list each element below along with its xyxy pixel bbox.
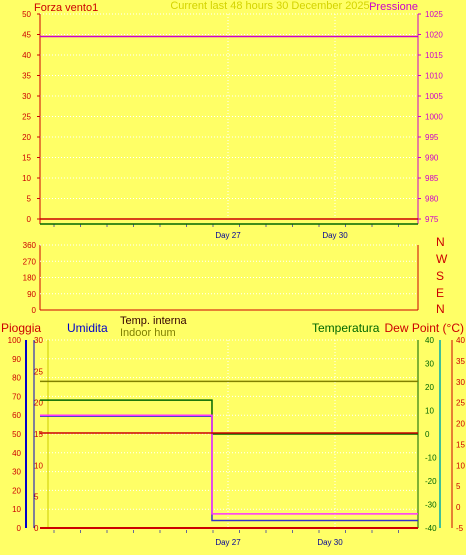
p3-temperature-tick-label: -30 bbox=[425, 500, 437, 510]
p3-rain-tick-label: 30 bbox=[12, 467, 21, 477]
p3-dewpoint-tick-label: 30 bbox=[456, 377, 465, 387]
p3-x-tick-label: Day 30 bbox=[317, 538, 343, 547]
p3-indoor-temp-label: Temp. interna bbox=[120, 315, 187, 327]
p3-rain-tick-label: 10 bbox=[12, 505, 21, 515]
p2-y-tick-label: 360 bbox=[22, 241, 36, 250]
p1-y-right-tick-label: 990 bbox=[425, 153, 439, 163]
p3-humidity-tick-label: 25 bbox=[34, 367, 43, 377]
p3-rain-tick-label: 40 bbox=[12, 448, 21, 458]
p3-temperature-tick-label: 10 bbox=[425, 406, 434, 416]
p2-y-tick-label: 90 bbox=[27, 289, 36, 299]
p1-y-left-tick-label: 25 bbox=[22, 112, 31, 122]
p3-series-line bbox=[40, 400, 418, 434]
p3-dewpoint-tick-label: 40 bbox=[456, 336, 465, 345]
p3-humidity-tick-label: 20 bbox=[34, 398, 43, 408]
p1-x-tick-label: Day 30 bbox=[322, 231, 348, 240]
p1-y-left-tick-label: 40 bbox=[22, 51, 31, 60]
p1-y-left-tick-label: 45 bbox=[22, 30, 31, 40]
p3-humidity-tick-label: 5 bbox=[34, 492, 39, 502]
p3-rain-tick-label: 100 bbox=[7, 336, 21, 345]
p3-humidity-tick-label: 30 bbox=[34, 336, 43, 345]
p3-dewpoint-tick-label: -5 bbox=[456, 524, 464, 533]
p3-rain-tick-label: 0 bbox=[16, 524, 21, 533]
p1-y-right-tick-label: 1005 bbox=[425, 92, 443, 101]
p3-rain-tick-label: 50 bbox=[12, 430, 21, 439]
p2-direction-label: E bbox=[436, 286, 445, 300]
p3-humidity-tick-label: 15 bbox=[34, 430, 43, 439]
p3-rain-tick-label: 60 bbox=[12, 411, 21, 421]
p1-y-right-tick-label: 1020 bbox=[425, 30, 443, 40]
p2-direction-label: N bbox=[436, 302, 445, 316]
p3-dewpoint-tick-label: 35 bbox=[456, 356, 465, 366]
p3-x-tick-label: Day 27 bbox=[215, 538, 241, 547]
p3-rain-tick-label: 80 bbox=[12, 373, 21, 383]
p1-left-title: Forza vento1 bbox=[34, 2, 99, 14]
p3-dewpoint-tick-label: 5 bbox=[456, 482, 461, 492]
p2-direction-label: S bbox=[436, 269, 445, 283]
p2-direction-label: W bbox=[436, 252, 448, 266]
p2-y-tick-label: 270 bbox=[22, 257, 36, 267]
p2-y-tick-label: 180 bbox=[22, 273, 36, 283]
p1-y-right-tick-label: 975 bbox=[425, 215, 439, 224]
p3-dewpoint-tick-label: 0 bbox=[456, 503, 461, 513]
p1-right-title: Pressione bbox=[369, 1, 418, 13]
p3-humidity-tick-label: 10 bbox=[34, 461, 43, 471]
p3-temperature-tick-label: 20 bbox=[425, 383, 434, 392]
p3-dewpoint-tick-label: 15 bbox=[456, 440, 465, 450]
p3-indoor-hum-label: Indoor hum bbox=[120, 327, 176, 339]
p1-y-right-tick-label: 980 bbox=[425, 194, 439, 204]
p1-y-right-tick-label: 1000 bbox=[425, 112, 443, 122]
p3-series-line bbox=[40, 415, 418, 514]
p3-humidity-tick-label: 0 bbox=[34, 524, 39, 533]
p1-y-right-tick-label: 985 bbox=[425, 174, 439, 183]
p1-y-left-tick-label: 35 bbox=[22, 71, 31, 81]
p3-temperature-label: Temperatura bbox=[312, 321, 380, 335]
p1-y-left-tick-label: 50 bbox=[22, 10, 31, 19]
p1-y-right-tick-label: 1010 bbox=[425, 71, 443, 81]
p3-temperature-tick-label: -10 bbox=[425, 453, 437, 463]
p1-y-right-tick-label: 995 bbox=[425, 133, 439, 142]
p2-y-tick-label: 0 bbox=[31, 306, 36, 315]
p3-temperature-tick-label: 40 bbox=[425, 336, 434, 345]
p3-rain-label: Pioggia bbox=[1, 321, 42, 335]
p3-humidity-label: Umidita bbox=[67, 321, 108, 335]
p3-temperature-tick-label: 30 bbox=[425, 359, 434, 369]
p1-y-left-tick-label: 5 bbox=[26, 194, 31, 204]
p1-y-left-tick-label: 20 bbox=[22, 133, 31, 142]
p3-dewpoint-tick-label: 20 bbox=[456, 419, 465, 429]
chart-header-title: Current last 48 hours 30 December 2025 bbox=[170, 0, 370, 12]
p3-rain-tick-label: 20 bbox=[12, 486, 21, 496]
p1-y-right-tick-label: 1015 bbox=[425, 51, 443, 60]
p3-temperature-tick-label: -40 bbox=[425, 524, 437, 533]
p3-dewpoint-tick-label: 10 bbox=[456, 461, 465, 471]
p1-y-left-tick-label: 15 bbox=[22, 153, 31, 163]
p3-dewpoint-tick-label: 25 bbox=[456, 398, 465, 408]
p3-rain-tick-label: 90 bbox=[12, 354, 21, 364]
p1-y-right-tick-label: 1025 bbox=[425, 10, 443, 19]
p1-y-left-tick-label: 10 bbox=[22, 174, 31, 183]
p3-temperature-tick-label: 0 bbox=[425, 430, 430, 439]
p3-temperature-tick-label: -20 bbox=[425, 477, 437, 486]
p3-series-line bbox=[40, 416, 418, 520]
p3-dewpoint-label: Dew Point (°C) bbox=[384, 321, 464, 335]
p2-direction-label: N bbox=[436, 235, 445, 249]
p1-y-left-tick-label: 0 bbox=[26, 215, 31, 224]
p3-rain-tick-label: 70 bbox=[12, 392, 21, 402]
p1-x-tick-label: Day 27 bbox=[215, 231, 241, 240]
p1-y-left-tick-label: 30 bbox=[22, 92, 31, 101]
